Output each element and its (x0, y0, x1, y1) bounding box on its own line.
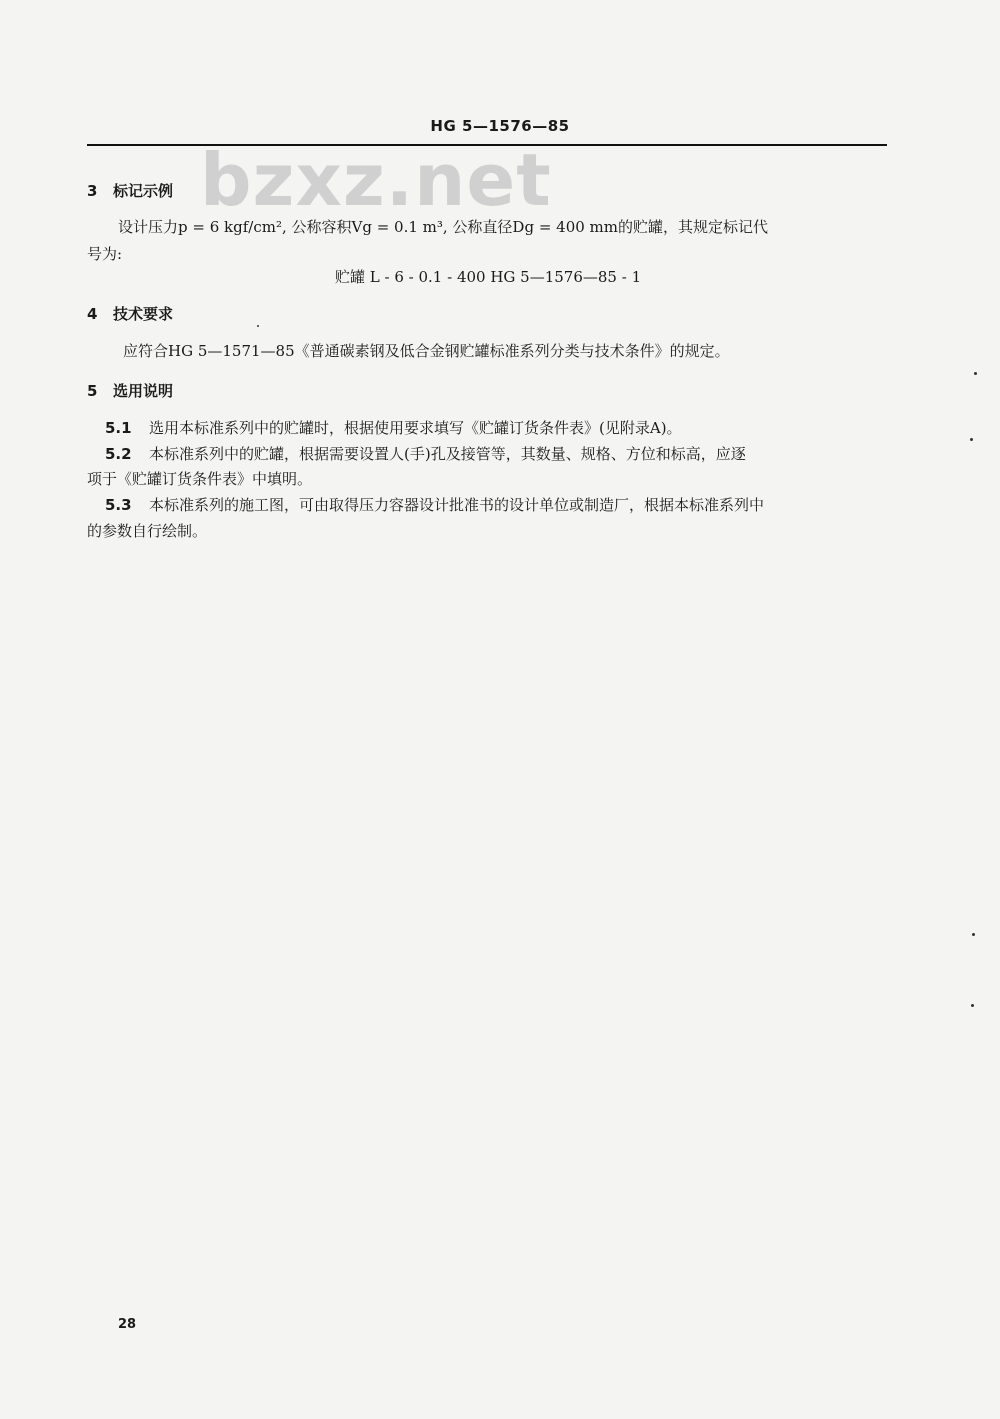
standard-code-header: HG 5—1576—85 (430, 117, 570, 135)
clause-text: 选用本标准系列中的贮罐时，根据使用要求填写《贮罐订货条件表》(见附录A)。 (149, 419, 682, 437)
clause-number: 5.2 (105, 445, 132, 463)
clause-5-3-continuation: 的参数自行绘制。 (87, 522, 208, 540)
marking-formula: 贮罐 L - 6 - 0.1 - 400 HG 5—1576—85 - 1 (335, 268, 642, 286)
section-3-heading (87, 180, 173, 201)
scan-speck (970, 438, 973, 441)
section-4-heading (87, 303, 173, 324)
scan-speck (972, 933, 975, 936)
clause-5-1 (105, 415, 682, 442)
section-title: 标记示例 (113, 182, 174, 200)
scan-speck (974, 372, 977, 375)
page-number: 28 (118, 1317, 137, 1332)
watermark: bzxz.net (200, 138, 552, 222)
section-number: 4 (87, 305, 98, 323)
clause-5-3 (105, 492, 764, 519)
scan-speck (971, 1004, 974, 1007)
section-3-line-1: 设计压力p = 6 kgf/cm², 公称容积Vg = 0.1 m³, 公称直径Dg = 400 mm的贮罐，其规定标记代 (118, 218, 769, 236)
clause-5-2 (105, 441, 746, 468)
clause-number: 5.3 (105, 496, 132, 514)
clause-number: 5.1 (105, 419, 132, 437)
clause-text: 本标准系列中的贮罐，根据需要设置人(手)孔及接管等，其数量、规格、方位和标高，应逐 (149, 445, 746, 463)
section-number: 5 (87, 382, 98, 400)
section-5-heading (87, 380, 173, 401)
section-number: 3 (87, 182, 98, 200)
clause-5-2-continuation: 项于《贮罐订货条件表》中填明。 (87, 470, 313, 488)
section-title: 技术要求 (113, 305, 174, 323)
section-4-text: 应符合HG 5—1571—85《普通碳素钢及低合金钢贮罐标准系列分类与技术条件》的规定。 (123, 342, 730, 360)
scan-speck (257, 325, 259, 327)
section-title: 选用说明 (113, 382, 174, 400)
clause-text: 本标准系列的施工图，可由取得压力容器设计批准书的设计单位或制造厂，根据本标准系列中 (149, 496, 765, 514)
section-3-line-2: 号为: (87, 245, 123, 263)
